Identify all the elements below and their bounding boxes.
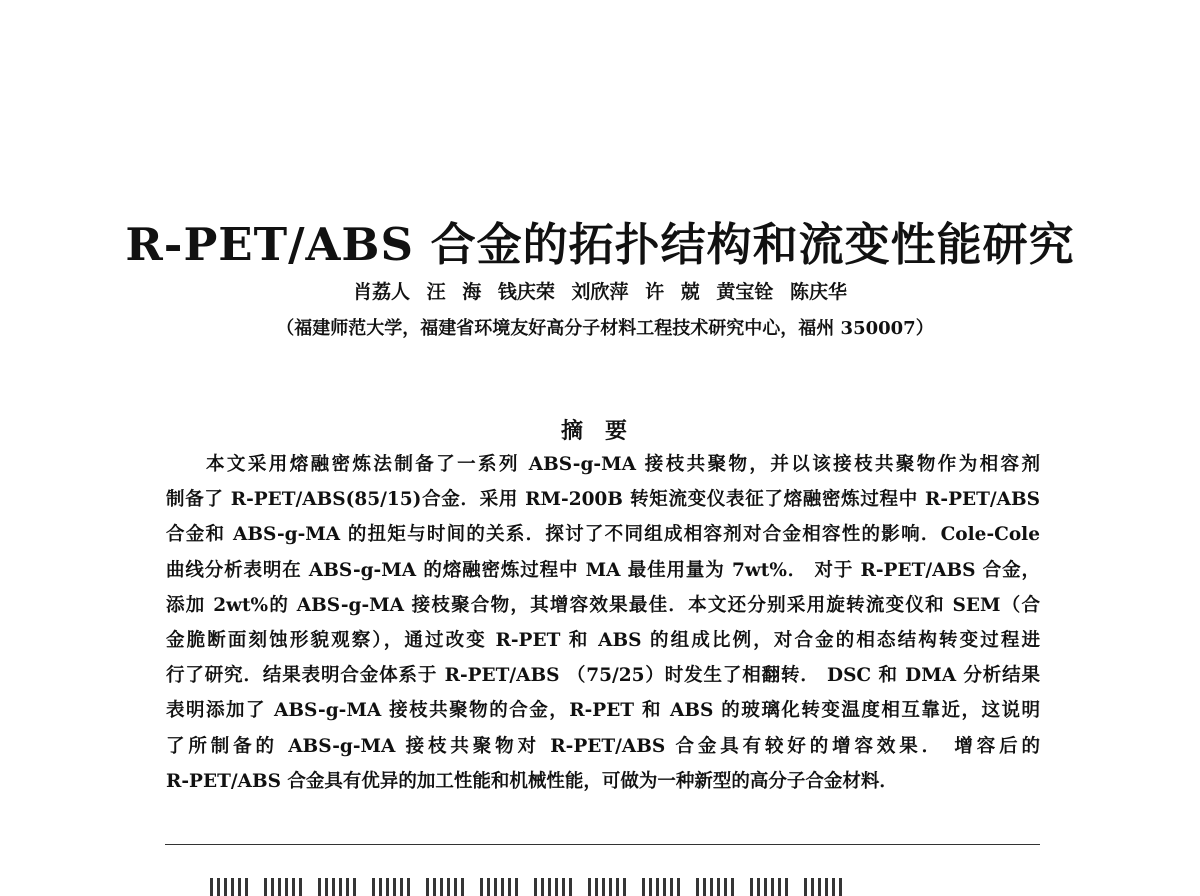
section-divider (165, 844, 1040, 845)
abstract-line: 制备了 R-PET/ABS(85/15)合金．采用 RM-200B 转矩流变仪表征了熔融密炼过程中 R-PET/ABS (166, 489, 1040, 511)
cropped-glyph (210, 878, 250, 896)
abstract-line: 了所制备的 ABS-g-MA 接枝共聚物对 R-PET/ABS 合金具有较好的增容效果． 增容后的 (166, 735, 1040, 757)
cropped-glyph (750, 878, 790, 896)
cropped-glyph (588, 878, 628, 896)
cropped-heading-fragment (210, 878, 1030, 896)
abstract-line: 金脆断面刻蚀形貌观察），通过改变 R-PET 和 ABS 的组成比例，对合金的相态结构转变过程进 (166, 629, 1040, 651)
abstract-line: 本文采用熔融密炼法制备了一系列 ABS-g-MA 接枝共聚物，并以该接枝共聚物作为相容剂 (206, 454, 1040, 475)
abstract-line: 合金和 ABS-g-MA 的扭矩与时间的关系．探讨了不同组成相容剂对合金相容性的影响．Cole-Cole (166, 524, 1040, 546)
abstract-line: 添加 2wt%的 ABS-g-MA 接枝聚合物，其增容效果最佳．本文还分别采用旋转流变仪和 SEM（合 (166, 594, 1040, 616)
cropped-glyph (696, 878, 736, 896)
author-list: 肖荔人 汪 海 钱庆荣 刘欣萍 许 兢 黄宝铨 陈庆华 (353, 281, 847, 303)
paper-title: R-PET/ABS 合金的拓扑结构和流变性能研究 (125, 218, 1075, 271)
abstract-line: 表明添加了 ABS-g-MA 接枝共聚物的合金，R-PET 和 ABS 的玻璃化转变温度相互靠近，这说明 (166, 700, 1040, 722)
abstract-line: R-PET/ABS 合金具有优异的加工性能和机械性能，可做为一种新型的高分子合金材料． (166, 770, 898, 792)
cropped-glyph (534, 878, 574, 896)
abstract-body (166, 447, 1040, 799)
cropped-glyph (480, 878, 520, 896)
abstract-line: 曲线分析表明在 ABS-g-MA 的熔融密炼过程中 MA 最佳用量为 7wt%． 对于 R-PET/ABS 合金， (166, 559, 1040, 581)
cropped-glyph (804, 878, 844, 896)
cropped-glyph (372, 878, 412, 896)
cropped-glyph (264, 878, 304, 896)
cropped-glyph (426, 878, 466, 896)
abstract-heading: 摘要 (560, 418, 649, 444)
cropped-glyph (318, 878, 358, 896)
affiliation: （福建师范大学，福建省环境友好高分子材料工程技术研究中心，福州 350007） (276, 318, 934, 339)
cropped-glyph (642, 878, 682, 896)
abstract-line: 行了研究．结果表明合金体系于 R-PET/ABS （75/25）时发生了相翻转． DSC 和 DMA 分析结果 (166, 665, 1040, 687)
